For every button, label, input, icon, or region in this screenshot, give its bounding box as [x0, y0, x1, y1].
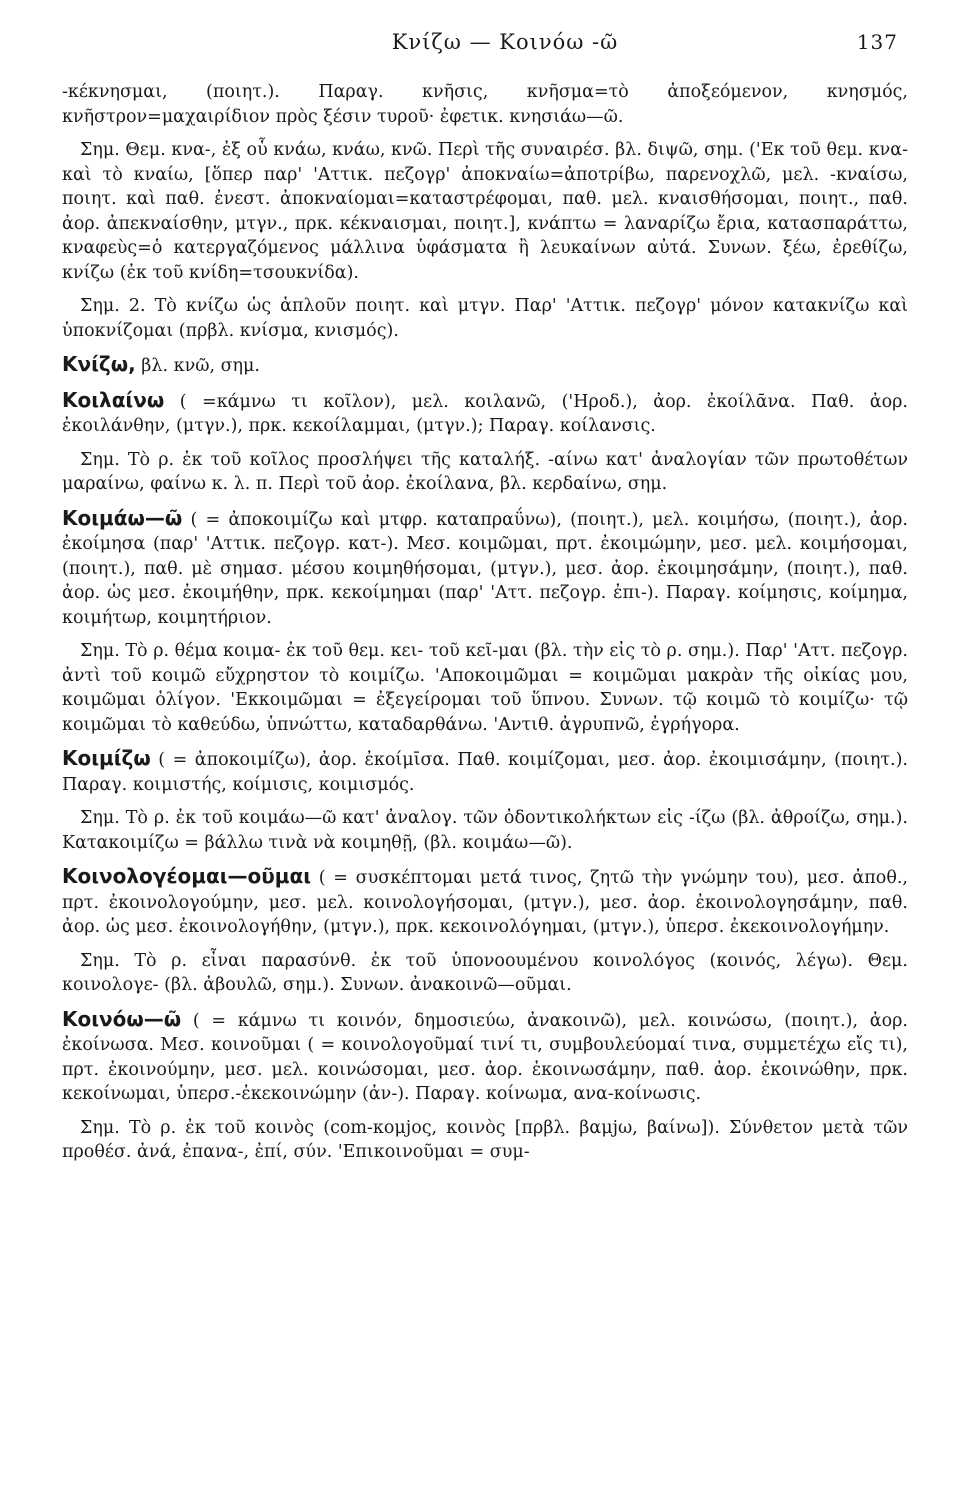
entry-koinoo — [62, 1007, 908, 1107]
entry-knizo — [62, 352, 908, 379]
entry-koilaino — [62, 388, 908, 439]
entry-text: βλ. κνῶ, σημ. — [141, 356, 260, 376]
entry-note — [62, 448, 908, 497]
entry-text: -κέκνησμαι, (ποιητ.). Παραγ. κνῆσις, κνῆσμα=τὸ ἀποξεόμενον, κνησμός, κνῆστρον=μαχαιρίδιον πρὸς ξέσιν τυροῦ· ἐφετικ. κνησιάω—ῶ. — [62, 82, 908, 127]
entry-text: Σημ. Τὸ ρ. ἐκ τοῦ κοινὸς (com-κομjος, κοινὸς [πρβλ. βαμjω, βαίνω]). Σύνθετον μετὰ τῶν προθέσ. ἀνά, ἐπανα-, ἐπί, σύν. 'Επικοινοῦμαι = συμ- — [62, 1117, 908, 1162]
entry-continuation — [62, 80, 908, 129]
entry-lemma: Κοιμάω—ῶ — [62, 505, 183, 530]
entry-text: ( = συσκέπτομαι μετά τινος, ζητῶ τὴν γνώμην του), μεσ. ἀποθ., πρτ. ἐκοινολογούμην, μεσ. μελ. κοινολογήσομαι, (μτγν.), μεσ. ἀορ. ἐκοινολογησάμην, παθ. ἀορ. ὡς μεσ. ἐκοινολογήθην, (μτγν.), πρκ. κεκοινολόγημαι, (μτγν.), ὑπερσ. ἐκεκοινολογήμην. — [62, 868, 908, 937]
entry-text: ( = ἀποκοιμίζω), ἀορ. ἐκοίμῑσα. Παθ. κοιμίζομαι, μεσ. ἀορ. ἐκοιμισάμην, (ποιητ.). Παραγ. κοιμιστής, κοίμισις, κοιμισμός. — [62, 750, 908, 795]
page-number: 137 — [856, 30, 898, 54]
entry-text: Σημ. Τὸ ρ. θέμα κοιμα- ἐκ τοῦ θεμ. κει- τοῦ κεῖ-μαι (βλ. τὴν εἰς τὸ ρ. σημ.). Παρ' 'Αττ. πεζογρ. ἀντὶ τοῦ κοιμῶ εὔχρηστον τὸ κοιμίζω. 'Αποκοιμῶμαι = κοιμῶμαι μακρὰν τῆς οἰκίας μου, κοιμῶμαι ὀλίγον. 'Εκκοιμῶμαι = ἐξεγείρομαι τοῦ ὕπνου. Συνων. τῷ κοιμῶ τὸ κοιμίζω· τῷ κοιμῶμαι τὸ καθεύδω, ὑπνώττω, καταδαρθάνω. 'Αντιθ. ἀγρυπνῶ, ἐγρήγορα. — [62, 641, 908, 735]
entry-note — [62, 639, 908, 737]
entry-note — [62, 806, 908, 855]
entry-text: Σημ. 2. Τὸ κνίζω ὡς ἁπλοῦν ποιητ. καὶ μτγν. Παρ' 'Αττικ. πεζογρ' μόνον κατακνίζω καὶ ὑποκνίζομαι (πρβλ. κνίσμα, κνισμός). — [62, 296, 908, 341]
entry-text: Σημ. Τὸ ρ. εἶναι παρασύνθ. ἐκ τοῦ ὑπονοουμένου κοινολόγος (κοινός, λέγω). Θεμ. κοινολογε- (βλ. ἀβουλῶ, σημ.). Συνων. ἀνακοινῶ—οῦμαι. — [62, 950, 908, 995]
entry-lemma: Κοινολογέομαι—οῦμαι — [62, 864, 312, 888]
entry-lemma: Κοινόω—ῶ — [62, 1006, 182, 1031]
entry-note — [62, 949, 908, 998]
entry-text: ( =κάμνω τι κοῖλον), μελ. κοιλανῶ, ('Ηροδ.), ἀορ. ἐκοίλᾱνα. Παθ. ἀορ. ἐκοιλάνθην, (μτγν.), πρκ. κεκοίλαμμαι, (μτγν.); Παραγ. κοίλανσις. — [62, 391, 908, 436]
entry-lemma: Κνίζω, — [62, 352, 136, 376]
entry-text: Σημ. Θεμ. κνα-, ἐξ οὗ κνάω, κνάω, κνῶ. Περὶ τῆς συναιρέσ. βλ. διψῶ, σημ. ('Εκ τοῦ θεμ. κνα- καὶ τὸ κναίω, [ὅπερ παρ' 'Αττικ. πεζογρ' ἀποκναίω=ἀποτρίβω, παρενοχλῶ, μελ. -κναίσω, ποιητ. καὶ παθ. ἐνεστ. ἀποκναίομαι=καταστρέφομαι, παθ. μελ. κναισθήσομαι, ποιητ., παθ. ἀορ. ἀπεκναίσθην, μτγν., πρκ. κέκναισμαι, ποιητ.], κνάπτω = λαναρίζω ἔρια, κατασπαράττω, κναφεὺς=ὁ κατεργαζόμενος μάλλινα ὑφάσματα ἢ λευκαίνων αὐτά. Συνων. ξέω, ἐρεθίζω, κνίζω (ἐκ τοῦ κνίδη=τσουκνίδα). — [62, 140, 908, 283]
entry-note — [62, 1116, 908, 1165]
entry-text: ( = κάμνω τι κοινόν, δημοσιεύω, ἀνακοινῶ), μελ. κοινώσω, (ποιητ.), ἀορ. ἐκοίνωσα. Μεσ. κοινοῦμαι ( = κοινολογοῦμαί τινί τι, συμβουλεύομαί τινα, συμμετέχω εἴς τι), πρτ. ἐκοινούμην, μεσ. μελ. κοινώσομαι, μεσ. ἀορ. ἐκοινωσάμην, παθ. ἀορ. ἐκοινώθην, πρκ. κεκοίνωμαι, ὑπερσ.-ἐκεκοινώμην (ἀν-). Παραγ. κοίνωμα, ανα-κοίνωσις. — [62, 1010, 908, 1104]
running-header — [62, 30, 908, 74]
entry-koimao — [62, 506, 908, 631]
header-title: Κνίζω — Κοινόω -ῶ — [391, 30, 619, 54]
entry-text: ( = ἀποκοιμίζω καὶ μτφρ. καταπραΰνω), (ποιητ.), μελ. κοιμήσω, (ποιητ.), ἀορ. ἐκοίμησα (παρ' 'Αττικ. πεζογρ. κατ-). Μεσ. κοιμῶμαι, πρτ. ἐκοιμώμην, μεσ. μελ. κοιμήσομαι, (ποιητ.), παθ. μὲ σημασ. μέσου κοιμηθήσομαι, (μτγν.), μεσ. ἀορ. ἐκοιμησάμην, (ποιητ.), παθ. ἀορ. ὡς μεσ. ἐκοιμήθην, πρκ. κεκοίμημαι (παρ' 'Αττ. πεζογρ. ἐπι-). Παραγ. κοίμησις, κοίμημα, κοιμήτωρ, κοιμητήριον. — [62, 509, 908, 628]
entry-note — [62, 138, 908, 285]
entry-lemma: Κοιλαίνω — [62, 387, 165, 412]
entry-lemma: Κοιμίζω — [62, 746, 151, 770]
entry-list — [62, 80, 908, 1165]
entry-koimizo — [62, 746, 908, 797]
entry-note — [62, 294, 908, 343]
entry-text: Σημ. Τὸ ρ. ἐκ τοῦ κοιμάω—ῶ κατ' ἀναλογ. τῶν ὀδοντικολήκτων εἰς -ίζω (βλ. ἀθροίζω, σημ.). Κατακοιμίζω = βάλλω τινὰ νὰ κοιμηθῇ, (βλ. κοιμάω—ῶ). — [62, 808, 908, 853]
entry-koinologeomai — [62, 864, 908, 940]
entry-text: Σημ. Τὸ ρ. ἐκ τοῦ κοῖλος προσλήψει τῆς καταλήξ. -αίνω κατ' ἀναλογίαν τῶν πρωτοθέτων μαραίνω, φαίνω κ. λ. π. Περὶ τοῦ ἀορ. ἐκοίλανα, βλ. κερδαίνω, σημ. — [62, 449, 908, 494]
